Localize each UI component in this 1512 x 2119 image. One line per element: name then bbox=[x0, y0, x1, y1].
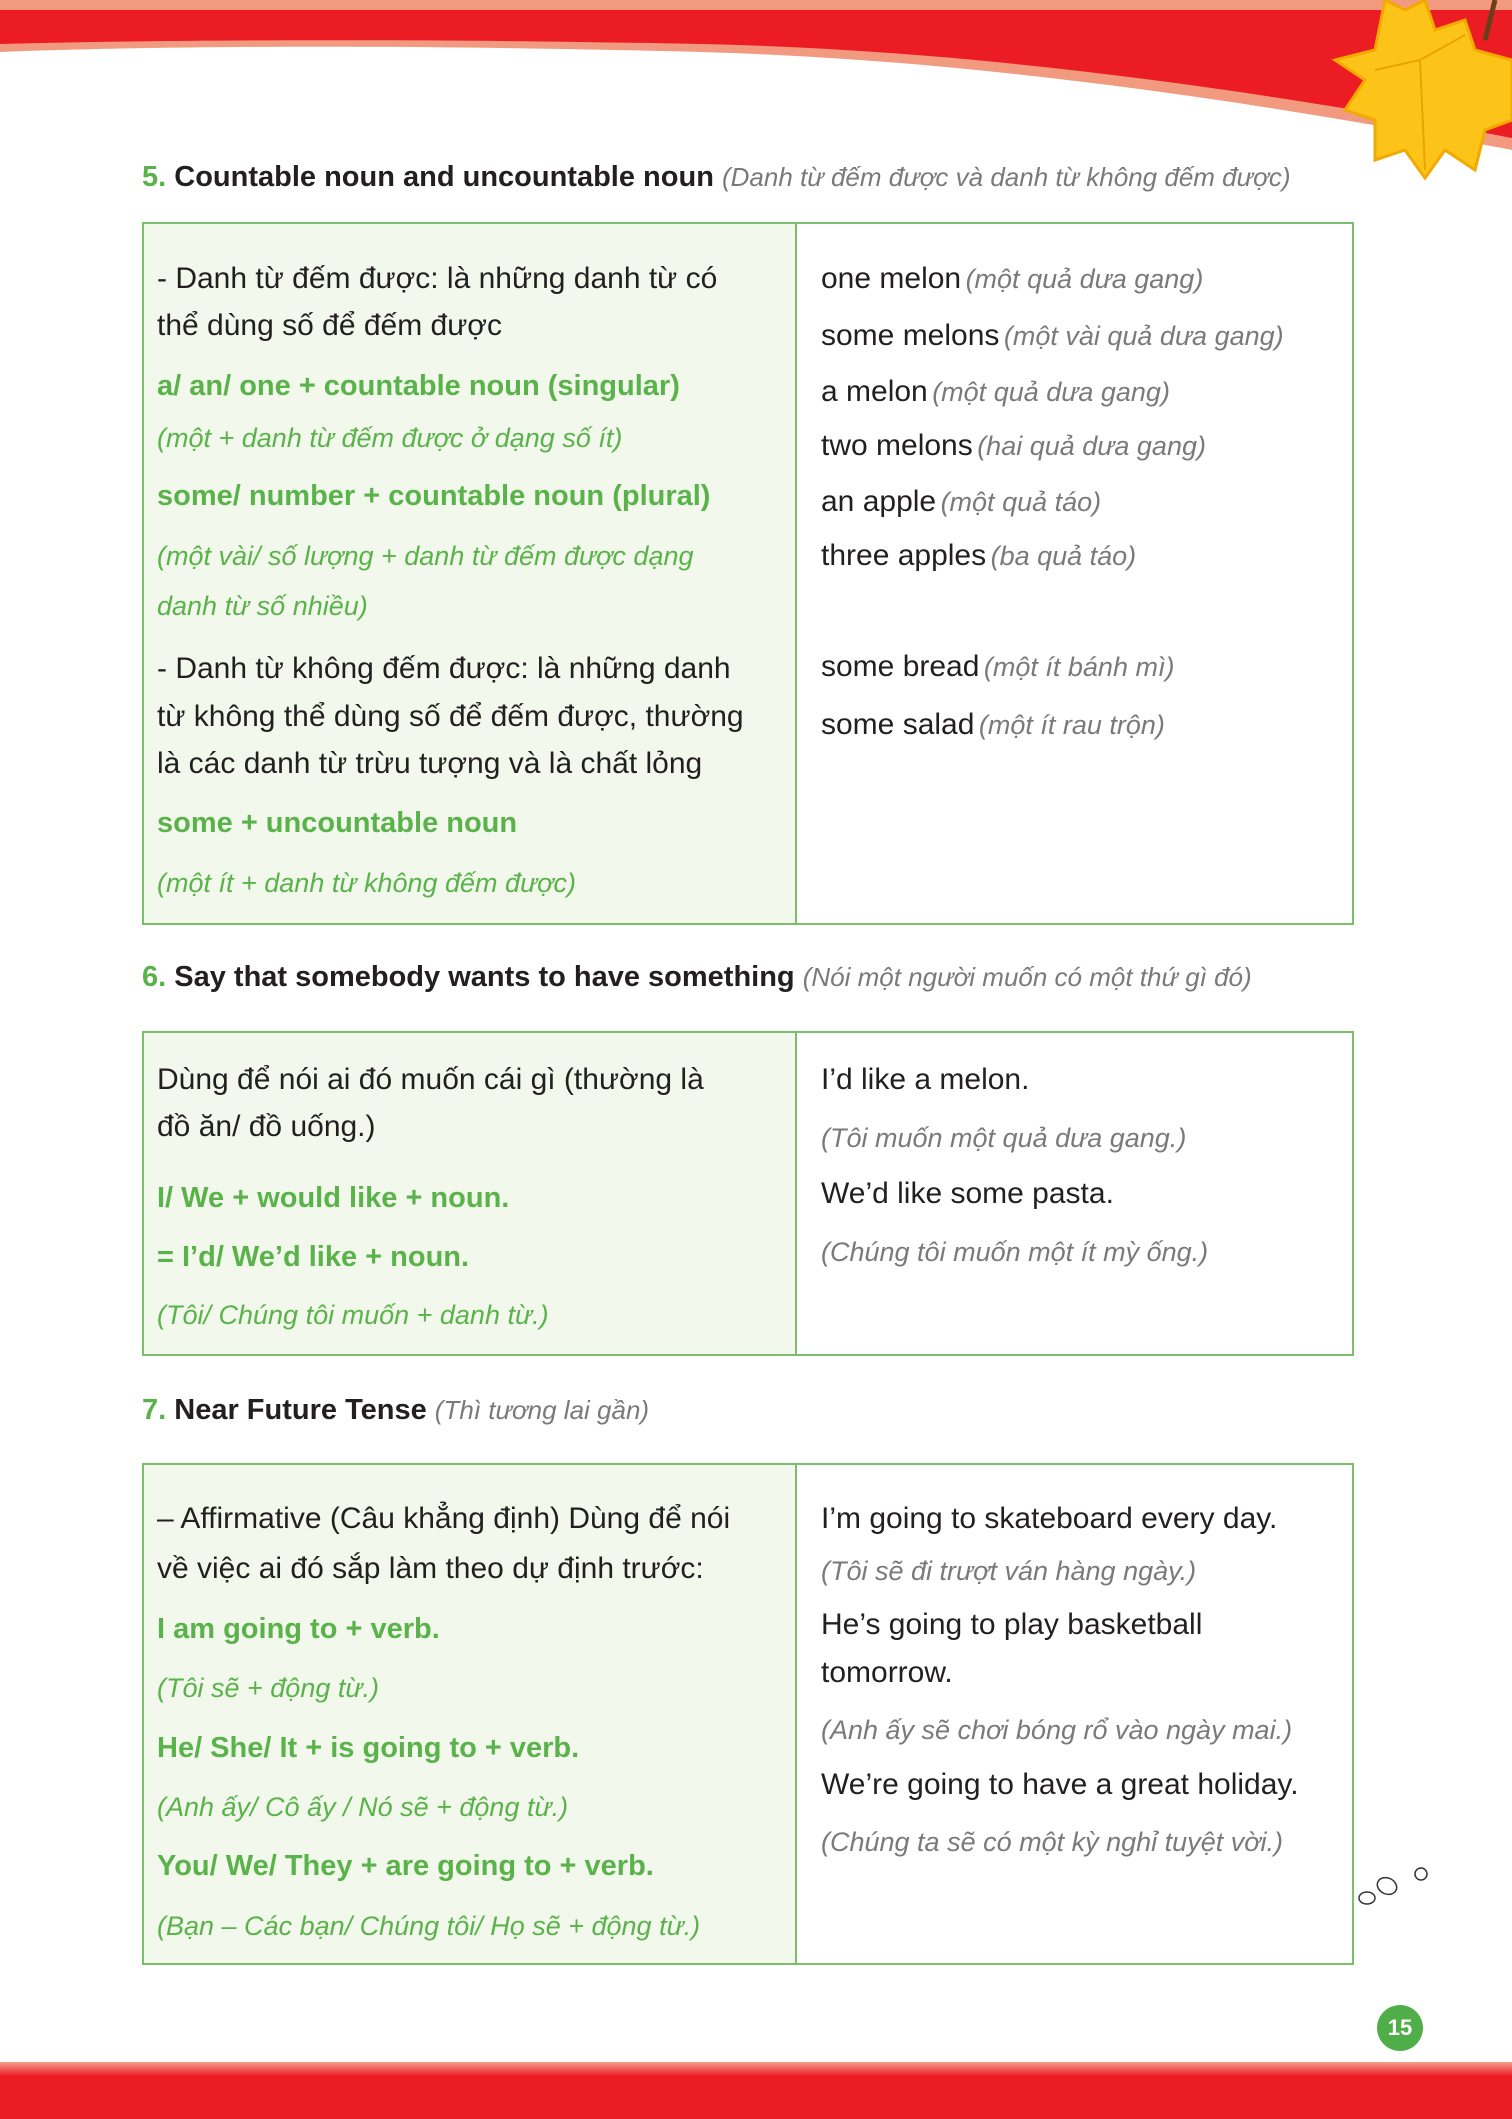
formula: some/ number + countable noun (plural) bbox=[157, 480, 711, 512]
grammar-table-would-like bbox=[142, 1031, 1354, 1356]
example-en: We’d like some pasta. bbox=[821, 1177, 1114, 1210]
example-vi: (Chúng ta sẽ có một kỳ nghỉ tuyệt vời.) bbox=[821, 1827, 1284, 1857]
example-vi: (một quả dưa gang) bbox=[932, 377, 1170, 407]
example-en: I’m going to skateboard every day. bbox=[821, 1502, 1278, 1535]
formula-translation: (một vài/ số lượng + danh từ đếm được dạng bbox=[157, 541, 694, 571]
rule-text: - Danh từ đếm được: là những danh từ có bbox=[157, 262, 718, 295]
example bbox=[821, 426, 1206, 471]
example-en: some salad bbox=[821, 708, 975, 741]
example-en: some melons bbox=[821, 319, 1000, 352]
example bbox=[821, 259, 1203, 304]
rule-text: từ không thể dùng số để đếm được, thường bbox=[157, 700, 744, 733]
example bbox=[821, 536, 1136, 581]
rule-text: về việc ai đó sắp làm theo dự định trước: bbox=[157, 1552, 704, 1585]
formula-translation: (một ít + danh từ không đếm được) bbox=[157, 868, 576, 898]
rule-text: đồ ăn/ đồ uống.) bbox=[157, 1110, 376, 1143]
rule-text: – Affirmative (Câu khẳng định) Dùng để nói bbox=[157, 1502, 731, 1535]
example-en: two melons bbox=[821, 429, 973, 462]
grammar-table-countable bbox=[142, 222, 1354, 925]
formula-translation: danh từ số nhiều) bbox=[157, 591, 368, 621]
example-en: a melon bbox=[821, 375, 928, 408]
formula: He/ She/ It + is going to + verb. bbox=[157, 1732, 580, 1764]
formula: You/ We/ They + are going to + verb. bbox=[157, 1850, 654, 1882]
maple-leaf-icon bbox=[1325, 0, 1512, 180]
formula-translation: (Tôi/ Chúng tôi muốn + danh từ.) bbox=[157, 1300, 549, 1330]
example bbox=[821, 372, 1170, 417]
example-en: We’re going to have a great holiday. bbox=[821, 1768, 1299, 1801]
rule-text: - Danh từ không đếm được: là những danh bbox=[157, 652, 731, 685]
example-vi: (một quả táo) bbox=[940, 487, 1102, 517]
section-heading-5 bbox=[142, 157, 1290, 197]
section-number: 5. bbox=[142, 161, 167, 193]
example-vi: (một ít rau trộn) bbox=[978, 710, 1165, 740]
footer-banner bbox=[0, 2062, 1512, 2119]
example-vi: (Tôi sẽ đi trượt ván hàng ngày.) bbox=[821, 1556, 1197, 1586]
example-en: I’d like a melon. bbox=[821, 1063, 1030, 1096]
formula: = I’d/ We’d like + noun. bbox=[157, 1241, 470, 1273]
example-en: three apples bbox=[821, 539, 987, 572]
example-vi: (một quả dưa gang) bbox=[965, 264, 1204, 294]
example-en: some bread bbox=[821, 650, 980, 683]
grammar-table-near-future bbox=[142, 1463, 1354, 1965]
example bbox=[821, 482, 1101, 527]
example bbox=[821, 705, 1165, 750]
formula-translation: (một + danh từ đếm được ở dạng số ít) bbox=[157, 423, 623, 453]
example bbox=[821, 316, 1284, 361]
formula: I am going to + verb. bbox=[157, 1613, 440, 1645]
example-en: tomorrow. bbox=[821, 1656, 953, 1689]
rule-text: là các danh từ trừu tượng và là chất lỏng bbox=[157, 747, 703, 780]
rules-column bbox=[144, 1465, 797, 1963]
formula: I/ We + would like + noun. bbox=[157, 1182, 510, 1214]
formula: a/ an/ one + countable noun (singular) bbox=[157, 370, 680, 402]
example-vi: (Tôi muốn một quả dưa gang.) bbox=[821, 1123, 1187, 1153]
section-number: 7. bbox=[142, 1394, 167, 1426]
formula-translation: (Bạn – Các bạn/ Chúng tôi/ Họ sẽ + động từ.) bbox=[157, 1911, 701, 1941]
example-vi: (ba quả táo) bbox=[990, 541, 1137, 571]
page-number-badge: 15 bbox=[1377, 2005, 1423, 2051]
section-number: 6. bbox=[142, 961, 167, 993]
formula-translation: (Tôi sẽ + động từ.) bbox=[157, 1673, 379, 1703]
example-en: an apple bbox=[821, 485, 937, 518]
example bbox=[821, 647, 1174, 692]
formula-translation: (Anh ấy/ Cô ấy / Nó sẽ + động từ.) bbox=[157, 1792, 569, 1822]
section-title: Say that somebody wants to have something bbox=[174, 961, 795, 993]
example-en: He’s going to play basketball bbox=[821, 1608, 1203, 1641]
section-title-translation: (Danh từ đếm được và danh từ không đếm được) bbox=[721, 162, 1291, 192]
example-vi: (một vài quả dưa gang) bbox=[1003, 321, 1284, 351]
section-title: Near Future Tense bbox=[174, 1394, 427, 1426]
formula: some + uncountable noun bbox=[157, 807, 518, 839]
section-title-translation: (Nói một người muốn có một thứ gì đó) bbox=[802, 962, 1252, 992]
rule-text: Dùng để nói ai đó muốn cái gì (thường là bbox=[157, 1063, 704, 1096]
example-vi: (Chúng tôi muốn một ít mỳ ống.) bbox=[821, 1237, 1209, 1267]
example-en: one melon bbox=[821, 262, 962, 295]
section-heading-7 bbox=[142, 1390, 649, 1430]
example-vi: (hai quả dưa gang) bbox=[977, 431, 1206, 461]
section-title-translation: (Thì tương lai gần) bbox=[434, 1395, 650, 1425]
pebbles-decoration-icon bbox=[1355, 1860, 1435, 1910]
example-vi: (một ít bánh mì) bbox=[983, 652, 1175, 682]
example-vi: (Anh ấy sẽ chơi bóng rổ vào ngày mai.) bbox=[821, 1715, 1293, 1745]
section-title: Countable noun and uncountable noun bbox=[174, 161, 714, 193]
section-heading-6 bbox=[142, 957, 1252, 997]
rule-text: thể dùng số để đếm được bbox=[157, 309, 502, 342]
